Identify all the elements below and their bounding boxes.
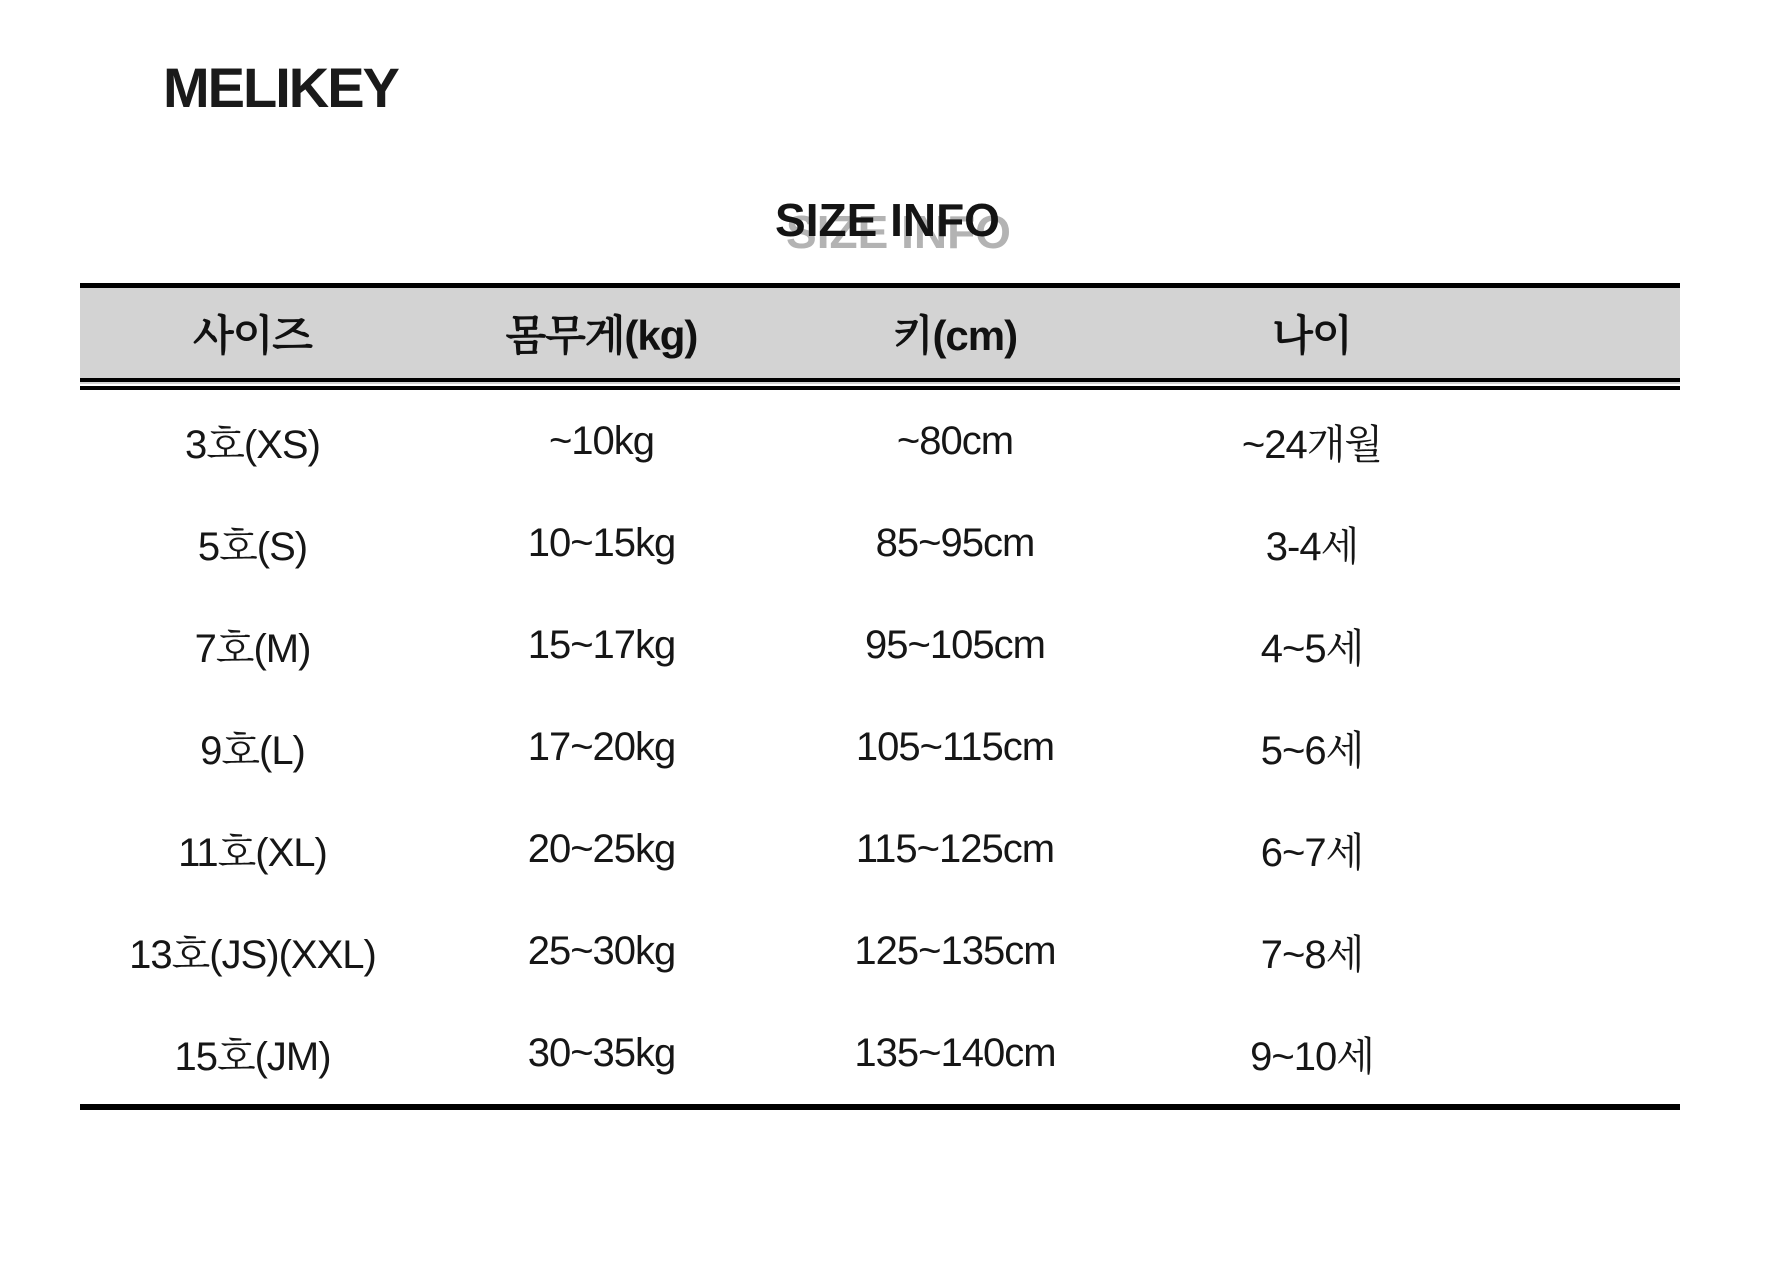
title-container [0, 193, 1775, 247]
table-row [80, 492, 1680, 594]
cell-spacer [1492, 594, 1680, 696]
cell-age: ~24개월 [1241, 422, 1383, 467]
cell-height: 115~125cm [855, 826, 1055, 871]
cell-weight: 25~30kg [527, 928, 676, 973]
header-age: 나이 [1132, 286, 1492, 385]
table-row [80, 384, 1680, 492]
header-spacer [1492, 286, 1680, 385]
brand-logo: MELIKEY [163, 56, 398, 119]
cell-weight: 17~20kg [527, 724, 676, 769]
cell-age: 9~10세 [1132, 1002, 1492, 1107]
cell-size: 7호(M) [194, 626, 311, 671]
table-header [80, 286, 1680, 385]
cell-weight: 20~25kg [527, 826, 676, 871]
header-height: 키(cm) [778, 286, 1132, 385]
cell-height: ~80cm [896, 418, 1014, 463]
cell-size: 5호(S) [197, 524, 308, 569]
cell-age: 5~6세 [1260, 728, 1364, 773]
cell-age: 6~7세 [1260, 830, 1364, 875]
cell-height: 135~140cm [778, 1002, 1132, 1107]
cell-weight: 30~35kg [425, 1002, 778, 1107]
cell-weight: 10~15kg [527, 520, 676, 565]
cell-age: 3-4세 [1265, 524, 1359, 569]
cell-spacer [1492, 492, 1680, 594]
cell-age: 7~8세 [1260, 932, 1364, 977]
header-size: 사이즈 [80, 286, 425, 385]
cell-size: 9호(L) [200, 728, 305, 773]
table-body [80, 384, 1680, 1107]
table-row [80, 594, 1680, 696]
cell-size: 13호(JS)(XXL) [129, 932, 376, 977]
cell-height: 85~95cm [875, 520, 1035, 565]
cell-spacer [1492, 384, 1680, 492]
cell-size: 3호(XS) [185, 422, 320, 467]
table-row [80, 1002, 1680, 1107]
cell-size: 15호(JM) [80, 1002, 425, 1107]
cell-weight: 15~17kg [527, 622, 676, 667]
table-row [80, 696, 1680, 798]
cell-spacer [1492, 1002, 1680, 1107]
header-weight: 몸무게(kg) [425, 286, 778, 385]
page-title: SIZE INFO [775, 194, 1000, 246]
cell-height: 125~135cm [854, 928, 1056, 973]
cell-weight: ~10kg [548, 418, 655, 463]
cell-age: 4~5세 [1260, 626, 1364, 671]
cell-height: 105~115cm [855, 724, 1055, 769]
table-row [80, 900, 1680, 1002]
cell-spacer [1492, 798, 1680, 900]
cell-spacer [1492, 900, 1680, 1002]
size-chart-table [80, 283, 1680, 1110]
cell-height: 95~105cm [865, 622, 1045, 667]
header-row [80, 286, 1680, 385]
cell-spacer [1492, 696, 1680, 798]
cell-size: 11호(XL) [178, 830, 327, 875]
table-row [80, 798, 1680, 900]
